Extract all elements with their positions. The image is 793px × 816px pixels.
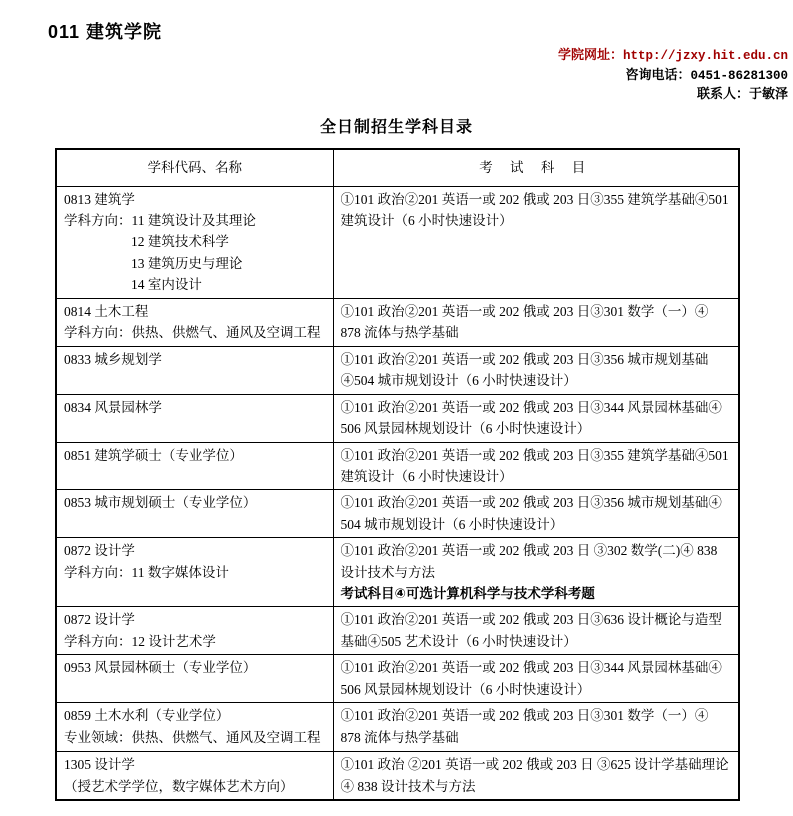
subject-cell <box>56 703 333 752</box>
subject-cell <box>56 186 333 298</box>
table-row <box>56 655 739 703</box>
exam-note: 考试科目④可选计算机科学与技术学科考题 <box>340 585 595 601</box>
subject-code-line: 0853 城市规划硕士（专业学位） <box>64 495 257 511</box>
table-row <box>56 298 739 346</box>
subject-code-line: 0813 建筑学 <box>64 191 135 207</box>
table-header-row <box>56 149 739 186</box>
exam-cell <box>333 607 739 655</box>
exam-cell <box>333 752 739 800</box>
subject-cell <box>56 346 333 394</box>
subject-direction-line: 学科方向：11 数字媒体设计 <box>64 564 229 580</box>
exam-text: ①101 政治②201 英语一或 202 俄或 203 日③344 风景园林基础④ 506 风景园林规划设计（6 小时快速设计） <box>340 399 722 436</box>
exam-text: ①101 政治②201 英语一或 202 俄或 203 日 ③302 数学(二)④ 838 设计技术与方法 <box>340 543 718 580</box>
subject-code-line: 0872 设计学 <box>64 543 135 559</box>
contact-person-label: 联系人： <box>696 86 749 101</box>
exam-text: ①101 政治②201 英语一或 202 俄或 203 日③301 数学（一）④ 878 流体与热学基础 <box>340 303 709 340</box>
table-row <box>56 607 739 655</box>
phone-line <box>558 66 788 86</box>
subject-code-line: 0834 风景园林学 <box>64 399 162 415</box>
exam-text: ①101 政治②201 英语一或 202 俄或 203 日③355 建筑学基础④501 建筑设计（6 小时快速设计） <box>340 447 729 484</box>
header-exam-subjects: 考 试 科 目 <box>333 149 739 186</box>
subject-code-line: 0833 城乡规划学 <box>64 351 162 367</box>
contact-person-name: 于敏泽 <box>748 86 788 101</box>
table-row <box>56 186 739 298</box>
subject-code-line: 0814 土木工程 <box>64 303 149 319</box>
table-row <box>56 394 739 442</box>
table-row <box>56 442 739 490</box>
exam-cell <box>333 490 739 538</box>
exam-text: ①101 政治②201 英语一或 202 俄或 203 日③356 城市规划基础④ 504 城市规划设计（6 小时快速设计） <box>340 495 722 532</box>
exam-cell <box>333 442 739 490</box>
table-row <box>56 703 739 752</box>
exam-text: ①101 政治②201 英语一或 202 俄或 203 日③344 风景园林基础④ 506 风景园林规划设计（6 小时快速设计） <box>340 660 722 697</box>
exam-text: ①101 政治②201 英语一或 202 俄或 203 日③636 设计概论与造型基础④505 艺术设计（6 小时快速设计） <box>340 612 722 649</box>
exam-cell <box>333 655 739 703</box>
subject-direction-line: 学科方向：供热、供燃气、通风及空调工程 <box>64 324 321 340</box>
exam-cell <box>333 538 739 607</box>
exam-text: ①101 政治 ②201 英语一或 202 俄或 203 日 ③625 设计学基础理论④ 838 设计技术与方法 <box>340 757 729 794</box>
subject-direction-line: 14 室内设计 <box>131 277 202 293</box>
exam-cell <box>333 394 739 442</box>
website-label: 学院网址： <box>557 47 623 62</box>
header-subject-code: 学科代码、名称 <box>56 149 333 186</box>
table-row <box>56 346 739 394</box>
subject-direction-line: 专业领域：供热、供燃气、通风及空调工程 <box>64 729 321 745</box>
subject-cell <box>56 442 333 490</box>
table-row <box>56 538 739 607</box>
admission-catalog-table <box>55 148 740 801</box>
phone-number: 0451-86281300 <box>690 68 788 83</box>
table-row <box>56 490 739 538</box>
contact-person-line <box>558 85 788 104</box>
phone-label: 咨询电话： <box>625 66 691 82</box>
subject-code-line: 0872 设计学 <box>64 612 135 628</box>
exam-text: ①101 政治②201 英语一或 202 俄或 203 日③301 数学（一）④ 878 流体与热学基础 <box>340 708 709 745</box>
subject-cell <box>56 394 333 442</box>
subject-direction-line: 学科方向：11 建筑设计及其理论 <box>64 212 256 228</box>
subject-cell <box>56 752 333 800</box>
table-row <box>56 752 739 800</box>
subject-cell <box>56 490 333 538</box>
exam-cell <box>333 346 739 394</box>
subject-code-line: 1305 设计学 <box>64 757 135 773</box>
website-url[interactable]: http://jzxy.hit.edu.cn <box>622 49 788 63</box>
exam-text: ①101 政治②201 英语一或 202 俄或 203 日③356 城市规划基础④504 城市规划设计（6 小时快速设计） <box>340 351 709 388</box>
subject-cell <box>56 298 333 346</box>
subject-cell <box>56 607 333 655</box>
catalog-title: 全日制招生学科目录 <box>319 119 473 136</box>
subject-direction-line: （授艺术学学位，数字媒体艺术方向） <box>64 778 294 794</box>
exam-cell <box>333 298 739 346</box>
website-line <box>558 46 788 66</box>
subject-cell <box>56 538 333 607</box>
subject-direction-line: 13 建筑历史与理论 <box>131 255 243 271</box>
subject-direction-line: 学科方向：12 设计艺术学 <box>64 633 216 649</box>
exam-text: ①101 政治②201 英语一或 202 俄或 203 日③355 建筑学基础④501 建筑设计（6 小时快速设计） <box>340 191 729 228</box>
subject-code-line: 0953 风景园林硕士（专业学位） <box>64 660 257 676</box>
contact-info-block <box>558 46 788 104</box>
subject-direction-line: 12 建筑技术科学 <box>131 234 229 250</box>
subject-code-line: 0851 建筑学硕士（专业学位） <box>64 447 243 463</box>
department-heading: 011 建筑学院 <box>48 22 163 42</box>
subject-cell <box>56 655 333 703</box>
subject-code-line: 0859 土木水利（专业学位） <box>64 708 230 724</box>
exam-cell <box>333 703 739 752</box>
exam-cell <box>333 186 739 298</box>
